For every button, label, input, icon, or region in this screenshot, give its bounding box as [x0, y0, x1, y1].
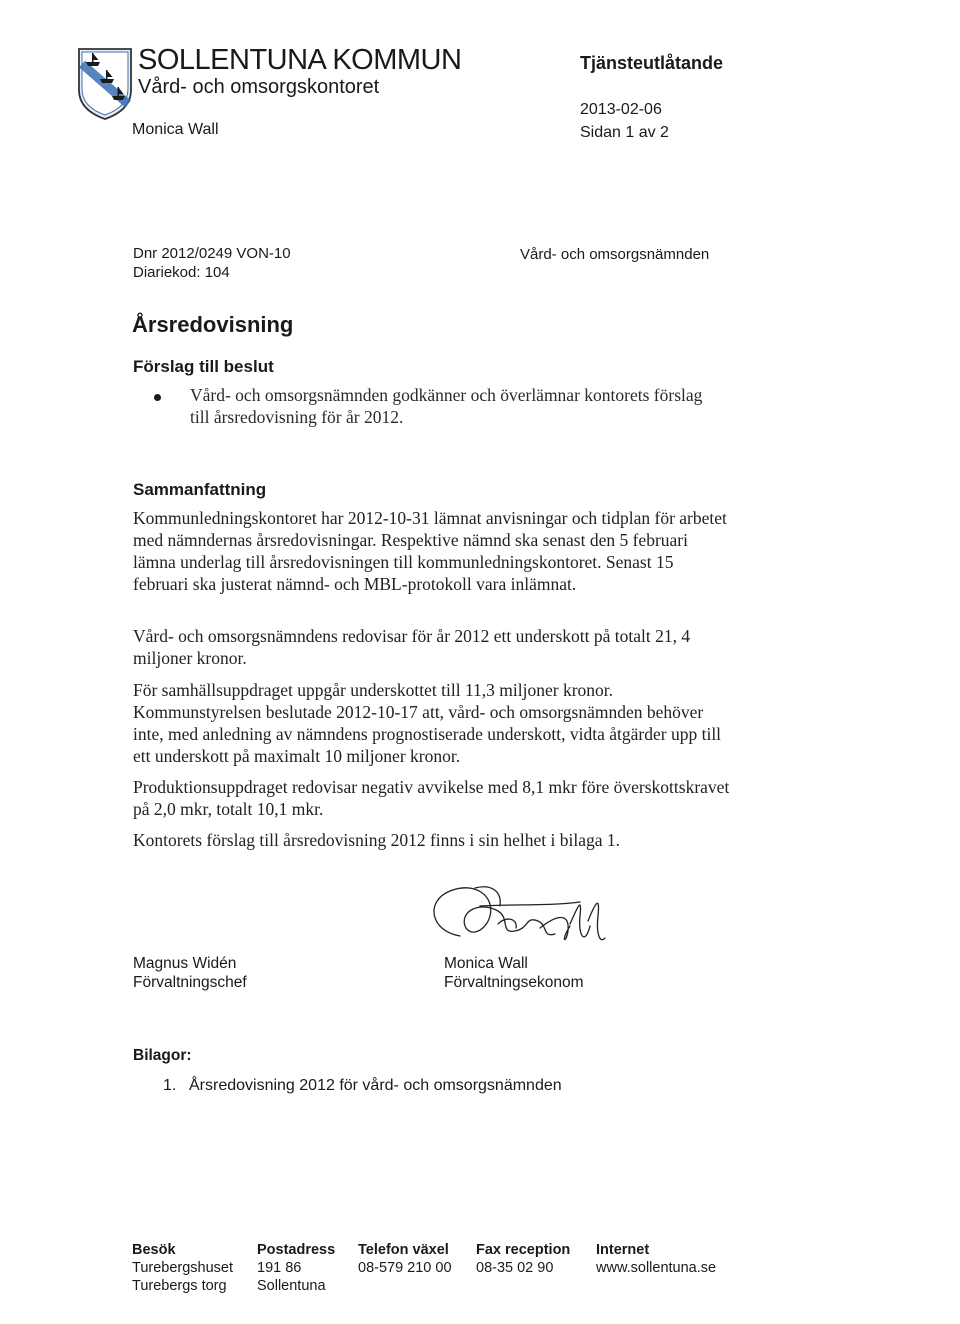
footer-heading: Fax reception	[476, 1242, 571, 1258]
summary-paragraph: För samhällsuppdraget uppgår underskottet till 11,3 miljoner kronor. Kommunstyrelsen beslutade 2012-10-17 att, vård- och omsorgsnämnden behöver inte, med anledning av nämndens prognostiserade underskott, vidta åtgärder upp till ett underskott på maximalt 10 miljoner kronor.	[133, 680, 722, 766]
footer-website-link[interactable]: www.sollentuna.se	[596, 1260, 717, 1276]
org-department: Vård- och omsorgskontoret	[138, 76, 380, 98]
footer-heading: Internet	[596, 1242, 650, 1258]
attachment-item	[163, 1077, 562, 1095]
recipient: Vård- och omsorgsnämnden	[520, 246, 710, 263]
footer-column-visit	[132, 1241, 233, 1295]
footer-line: 08-35 02 90	[476, 1260, 554, 1276]
footer-line: Turebergshuset	[132, 1260, 234, 1276]
signatory-role: Förvaltningsekonom	[444, 974, 584, 991]
footer-line: Turebergs torg	[132, 1278, 227, 1294]
coat-of-arms-icon	[76, 46, 134, 122]
footer-heading: Telefon växel	[358, 1242, 449, 1258]
footer-column-postal	[257, 1241, 335, 1295]
summary-paragraph: Kontorets förslag till årsredovisning 2012 finns i sin helhet i bilaga 1.	[133, 830, 621, 850]
document-type: Tjänsteutlåtande	[580, 53, 724, 73]
summary-paragraph: Vård- och omsorgsnämndens redovisar för år 2012 ett underskott på totalt 21, 4 miljoner kronor.	[133, 626, 691, 668]
proposal-item: Vård- och omsorgsnämnden godkänner och överlämnar kontorets förslag till årsredovisning för år 2012.	[190, 385, 703, 427]
footer-column-phone	[358, 1241, 452, 1277]
document-title: Årsredovisning	[132, 312, 294, 337]
org-name: SOLLENTUNA KOMMUN	[138, 44, 462, 76]
footer-column-internet	[596, 1241, 716, 1277]
footer-heading: Besök	[132, 1242, 176, 1258]
summary-heading: Sammanfattning	[133, 480, 267, 499]
author-name: Monica Wall	[132, 121, 219, 138]
document-date: 2013-02-06	[580, 101, 662, 118]
diariekod: Diariekod: 104	[133, 264, 230, 281]
attachments-heading: Bilagor:	[133, 1047, 192, 1064]
signatory-name: Magnus Widén	[133, 955, 237, 972]
summary-paragraph: Produktionsuppdraget redovisar negativ avvikelse med 8,1 mkr före överskottskravet på 2,0 mkr, totalt 10,1 mkr.	[133, 777, 730, 819]
footer-heading: Postadress	[257, 1242, 336, 1258]
signatory-role: Förvaltningschef	[133, 974, 247, 991]
dnr-number: Dnr 2012/0249 VON-10	[133, 245, 291, 262]
bullet-icon	[154, 394, 161, 401]
footer-line: 08-579 210 00	[358, 1260, 452, 1276]
page-indicator: Sidan 1 av 2	[580, 124, 669, 141]
attachment-text: Årsredovisning 2012 för vård- och omsorgsnämnden	[189, 1077, 562, 1094]
attachment-number: 1.	[163, 1077, 177, 1094]
footer-line: 191 86	[257, 1260, 302, 1276]
proposal-heading: Förslag till beslut	[133, 357, 274, 376]
footer-column-fax	[476, 1241, 570, 1277]
summary-paragraph: Kommunledningskontoret har 2012-10-31 lämnat anvisningar och tidplan för arbetet med nämndernas årsredovisningar. Respektive nämnd ska senast den 5 februari lämna underlag till årsredovisningen till kommunledningskontoret. Senast 15 februari ska justerat nämnd- och MBL-protokoll vara inlämnat.	[133, 508, 727, 594]
footer-line: Sollentuna	[257, 1278, 326, 1294]
signatory-name: Monica Wall	[444, 955, 528, 972]
handwritten-signature	[420, 876, 620, 966]
